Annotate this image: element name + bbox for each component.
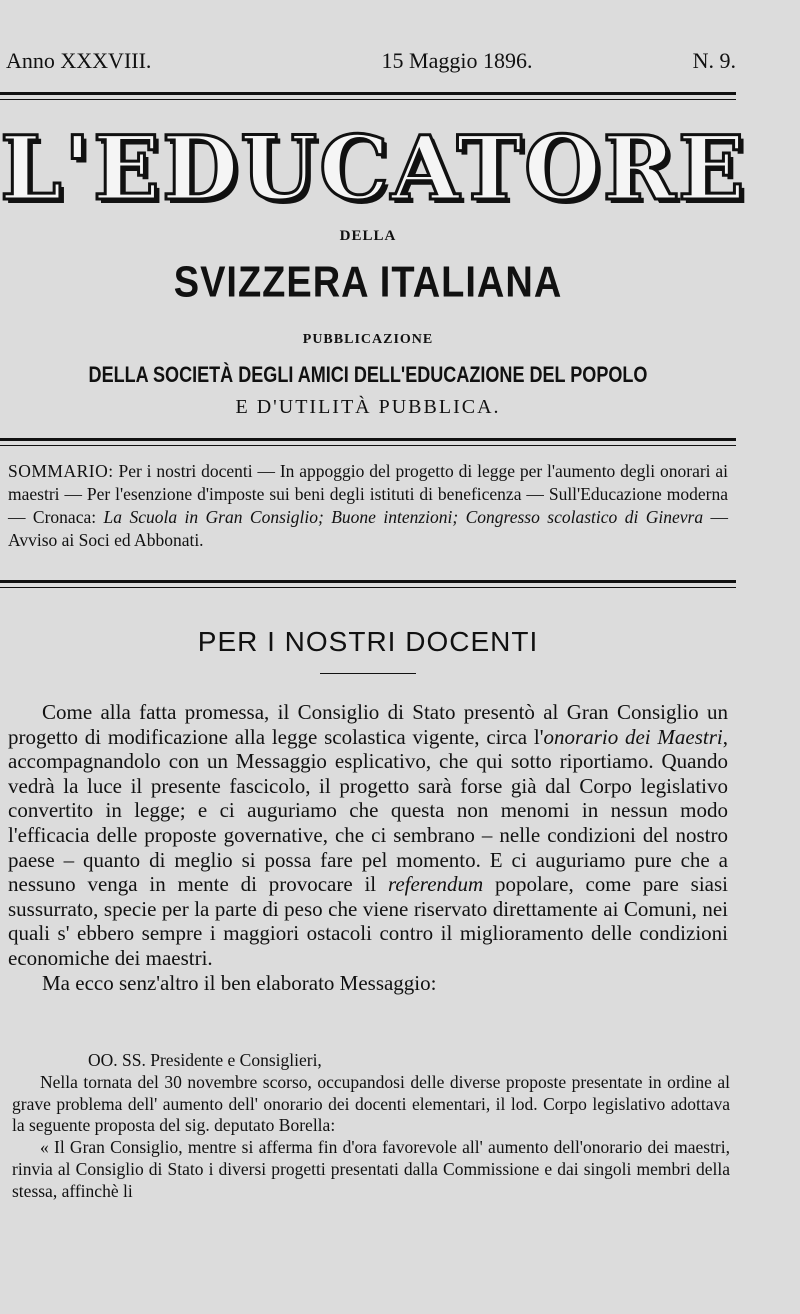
article-title: PER I NOSTRI DOCENTI [197,626,539,657]
paragraph-text: popolare, come pare siasi sussurrato, specie per la parte di peso che viene riservato direttamente ai Comuni, nei quali s' ebbero sempre i maggiori ostacoli contro il miglioramento delle condizioni economiche dei maestri. [8,872,729,970]
paragraph-text: , accompagnandolo con un Messaggio esplicativo, che qui sotto riportiamo. Quando vedrà la luce il presente fascicolo, il progetto sarà forse già dal Corpo legislativo convertito in legge; e ci auguriamo che questa non menomi in nessun modo l'efficacia delle proposte governative, che ci sembrano – nelle condizioni del nostro paese – quanto di meglio si possa fare pel momento. E ci auguriamo pure che a nessuno venga in mente di provocare il [8,724,728,897]
message-letter [12,1050,730,1203]
article-paragraph [8,700,728,971]
paragraph-italic: referendum [387,872,484,897]
masthead-divider [0,438,736,446]
summary-italic: La Scuola in Gran Consiglio; Buone intenzioni; Congresso scolastico di Ginevra [103,507,704,527]
masthead-pubblicazione: PUBBLICAZIONE [302,332,434,347]
issue-year: Anno XXXVIII. [6,48,152,73]
header-divider [0,92,736,100]
article-body [8,700,728,995]
masthead-subtitle: SVIZZERA ITALIANA [173,258,563,308]
issue-number: N. 9. [692,48,736,73]
letter-paragraph: Nella tornata del 30 novembre scorso, occupandosi delle diverse proposte presentate in ordine al grave problema dell' aumento dell' onorario dei docenti elementari, il lod. Corpo legislativo adottava la seguente proposta del sig. deputato Borella: [12,1071,730,1136]
issue-date: 15 Maggio 1896. [381,48,533,73]
summary-label: SOMMARIO: [8,461,114,481]
summary-block [8,460,728,552]
masthead-title: L'EDUCATORE [0,116,747,220]
summary-text: Per i nostri docenti — In appoggio del progetto di legge per l'aumento degli onorari ai maestri — Per l'esenzione d'imposte sui beni degli istituti di beneficenza — Sull'Educazione moderna — Cronaca: [8,461,729,527]
paragraph-italic: onorario dei Maestri [543,724,723,749]
paragraph-text: Come alla fatta promessa, il Consiglio di Stato presentò al Gran Consiglio un progetto di modificazione alla legge scolastica vigente, circa l' [8,700,728,749]
summary-text-end: — Avviso ai Soci ed Abbonati. [8,507,729,550]
article-paragraph-2: Ma ecco senz'altro il ben elaborato Messaggio: [42,970,437,995]
letter-salutation: OO. SS. Presidente e Consiglieri, [88,1050,322,1070]
issue-header [6,48,736,74]
title-underline [320,673,416,674]
masthead-utilita: E D'UTILITÀ PUBBLICA. [235,396,501,418]
masthead-societa: DELLA SOCIETÀ DEGLI AMICI DELL'EDUCAZIONE DEL POPOLO [88,362,648,387]
masthead-della: DELLA [339,228,397,244]
summary-divider [0,580,736,588]
letter-quote: « Il Gran Consiglio, mentre si afferma fin d'ora favorevole all' aumento dell'onorario dei maestri, rinvia al Consiglio di Stato i diversi progetti presentati dalla Commissione e dai singoli membri della stessa, affinchè li [12,1137,730,1201]
